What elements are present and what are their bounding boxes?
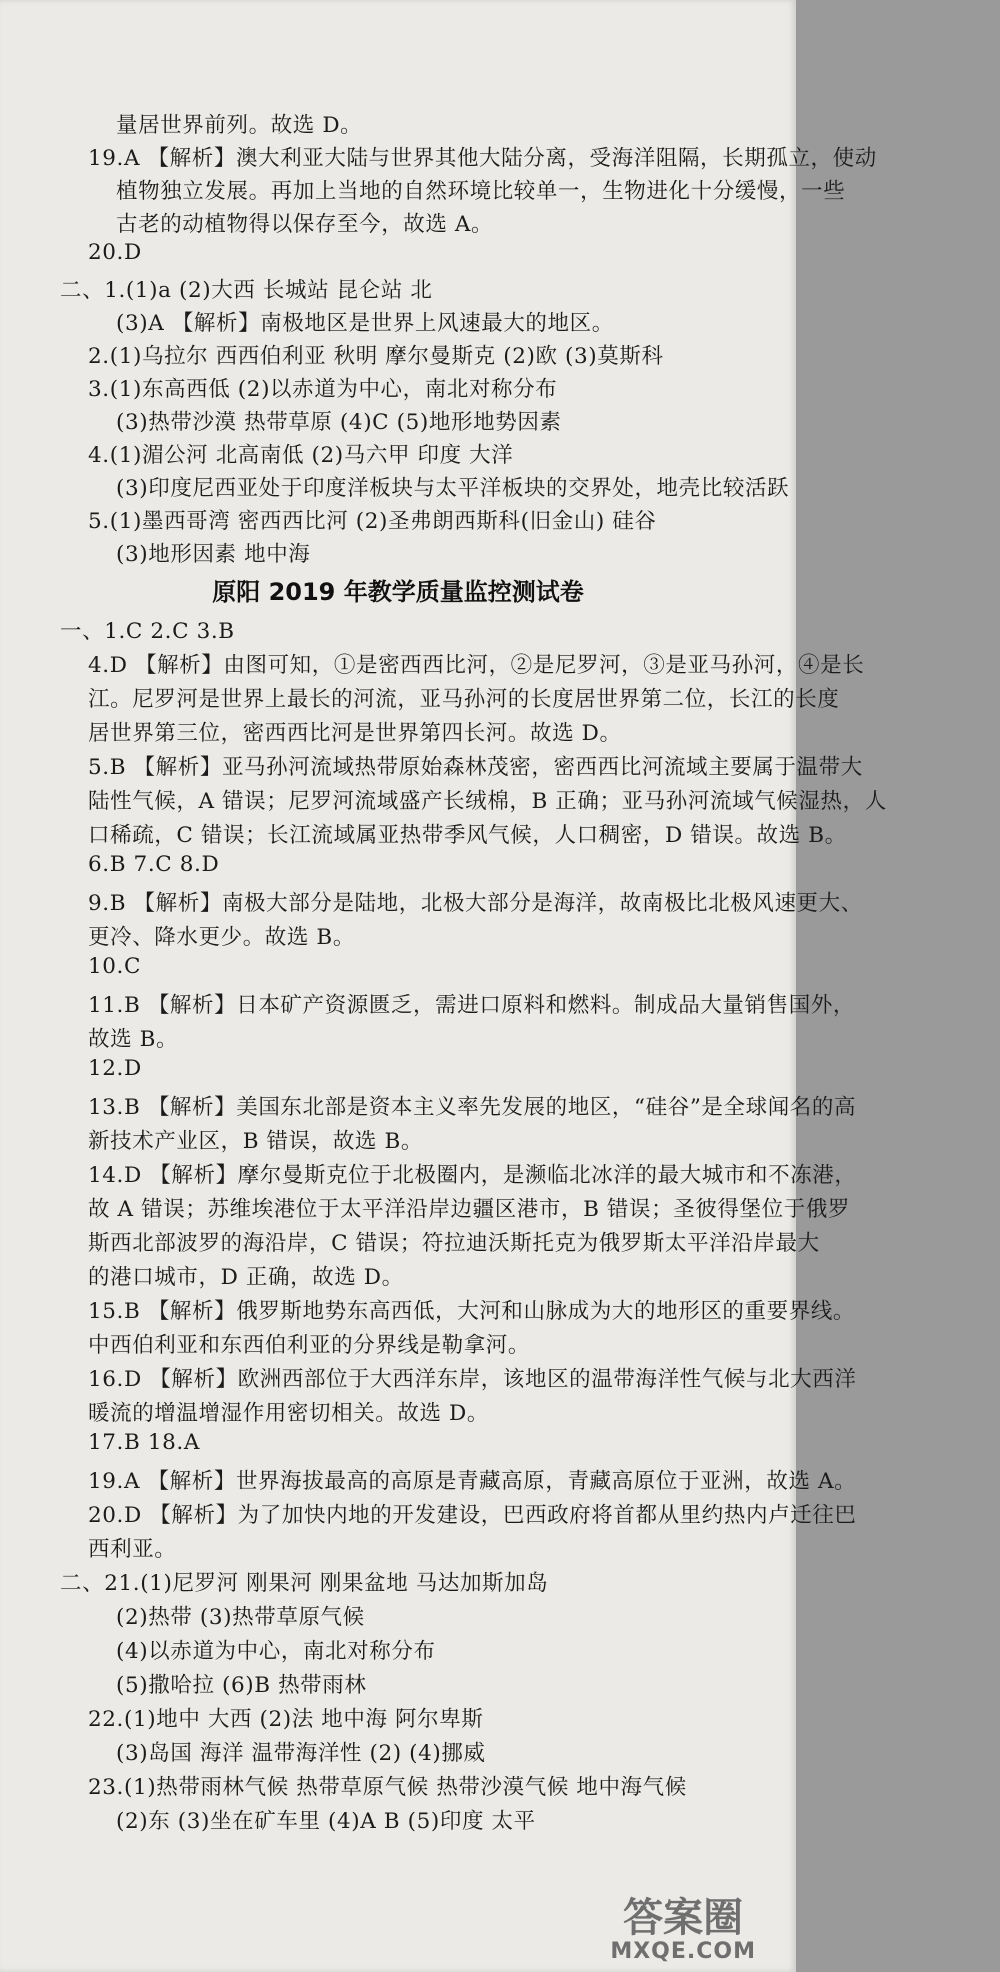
answer-line: 斯西北部波罗的海沿岸，C 错误；符拉迪沃斯托克为俄罗斯太平洋沿岸最大: [88, 1231, 820, 1256]
answer-line: 16.D 【解析】欧洲西部位于大西洋东岸，该地区的温带海洋性气候与北大西洋: [88, 1367, 857, 1392]
answer-line: (4)以赤道为中心，南北对称分布: [116, 1639, 436, 1664]
answer-line: (3)岛国 海洋 温带海洋性 (2) (4)挪威: [116, 1741, 486, 1766]
section-title: 原阳 2019 年教学质量监控测试卷: [212, 578, 584, 606]
answer-line: 11.B 【解析】日本矿产资源匮乏，需进口原料和燃料。制成品大量销售国外，: [88, 993, 856, 1018]
answer-line: 10.C: [88, 954, 142, 979]
answer-line: 4.D 【解析】由图可知，①是密西西比河，②是尼罗河，③是亚马孙河，④是长: [88, 653, 865, 678]
answer-line: 20.D: [88, 240, 142, 265]
answer-line: 3.(1)东高西低 (2)以赤道为中心，南北对称分布: [88, 377, 558, 402]
answer-line: 的港口城市，D 正确，故选 D。: [88, 1265, 404, 1290]
answer-line: 5.B 【解析】亚马孙河流域热带原始森林茂密，密西西比河流域主要属于温带大: [88, 755, 863, 780]
answer-line: 23.(1)热带雨林气候 热带草原气候 热带沙漠气候 地中海气候: [88, 1775, 687, 1800]
answer-line: 植物独立发展。再加上当地的自然环境比较单一，生物进化十分缓慢，一些: [116, 179, 846, 204]
answer-line: (3)热带沙漠 热带草原 (4)C (5)地形地势因素: [116, 410, 562, 435]
answer-line: 故选 B。: [88, 1027, 179, 1052]
answer-line: 西利亚。: [88, 1537, 177, 1562]
answer-line: 居世界第三位，密西西比河是世界第四长河。故选 D。: [88, 721, 622, 746]
answer-line: (2)东 (3)坐在矿车里 (4)A B (5)印度 太平: [116, 1809, 536, 1834]
watermark-url: MXQE.COM: [610, 1938, 756, 1964]
answer-line: 2.(1)乌拉尔 西西伯利亚 秋明 摩尔曼斯克 (2)欧 (3)莫斯科: [88, 344, 664, 369]
answer-line: 15.B 【解析】俄罗斯地势东高西低，大河和山脉成为大的地形区的重要界线。: [88, 1299, 856, 1324]
answer-line: 4.(1)湄公河 北高南低 (2)马六甲 印度 大洋: [88, 443, 514, 468]
answer-line: 一、1.C 2.C 3.B: [60, 619, 235, 644]
answer-line: 暖流的增温增湿作用密切相关。故选 D。: [88, 1401, 489, 1426]
answer-line: (2)热带 (3)热带草原气候: [116, 1605, 365, 1630]
answer-line: 12.D: [88, 1056, 142, 1081]
answer-line: (3)印度尼西亚处于印度洋板块与太平洋板块的交界处，地壳比较活跃: [116, 476, 790, 501]
answer-line: 17.B 18.A: [88, 1430, 200, 1455]
answer-line: 5.(1)墨西哥湾 密西西比河 (2)圣弗朗西斯科(旧金山) 硅谷: [88, 509, 657, 534]
answer-line: 故 A 错误；苏维埃港位于太平洋沿岸边疆区港市，B 错误；圣彼得堡位于俄罗: [88, 1197, 851, 1222]
answer-line: 19.A 【解析】澳大利亚大陆与世界其他大陆分离，受海洋阻隔，长期孤立，使动: [88, 146, 877, 171]
answer-line: 二、1.(1)a (2)大西 长城站 昆仑站 北: [60, 278, 433, 303]
answer-line: 更冷、降水更少。故选 B。: [88, 925, 355, 950]
answer-line: 14.D 【解析】摩尔曼斯克位于北极圈内，是濒临北冰洋的最大城市和不冻港，: [88, 1163, 857, 1188]
answer-line: 二、21.(1)尼罗河 刚果河 刚果盆地 马达加斯加岛: [60, 1571, 549, 1596]
answer-line: 新技术产业区，B 错误，故选 B。: [88, 1129, 423, 1154]
answer-line: (3)地形因素 地中海: [116, 542, 311, 567]
answer-line: 陆性气候，A 错误；尼罗河流域盛产长绒棉，B 正确；亚马孙河流域气候湿热，人: [88, 789, 887, 814]
answer-line: 量居世界前列。故选 D。: [116, 113, 363, 138]
answer-line: 9.B 【解析】南极大部分是陆地，北极大部分是海洋，故南极比北极风速更大、: [88, 891, 863, 916]
answer-line: 江。尼罗河是世界上最长的河流，亚马孙河的长度居世界第二位，长江的长度: [88, 687, 840, 712]
answer-line: 古老的动植物得以保存至今，故选 A。: [116, 212, 494, 237]
answer-line: 口稀疏，C 错误；长江流域属亚热带季风气候，人口稠密，D 错误。故选 B。: [88, 823, 847, 848]
answer-line: 中西伯利亚和东西伯利亚的分界线是勒拿河。: [88, 1333, 531, 1358]
answer-line: (3)A 【解析】南极地区是世界上风速最大的地区。: [116, 311, 614, 336]
answer-line: 19.A 【解析】世界海拔最高的高原是青藏高原，青藏高原位于亚洲，故选 A。: [88, 1469, 857, 1494]
watermark-text: 答案圈: [623, 1894, 744, 1941]
answer-line: 22.(1)地中 大西 (2)法 地中海 阿尔卑斯: [88, 1707, 484, 1732]
answer-line: 13.B 【解析】美国东北部是资本主义率先发展的地区，“硅谷”是全球闻名的高: [88, 1095, 857, 1120]
watermark-logo: [610, 1896, 756, 1964]
answer-line: 20.D 【解析】为了加快内地的开发建设，巴西政府将首都从里约热内卢迁往巴: [88, 1503, 857, 1528]
answer-line: 6.B 7.C 8.D: [88, 852, 220, 877]
answer-line: (5)撒哈拉 (6)B 热带雨林: [116, 1673, 367, 1698]
